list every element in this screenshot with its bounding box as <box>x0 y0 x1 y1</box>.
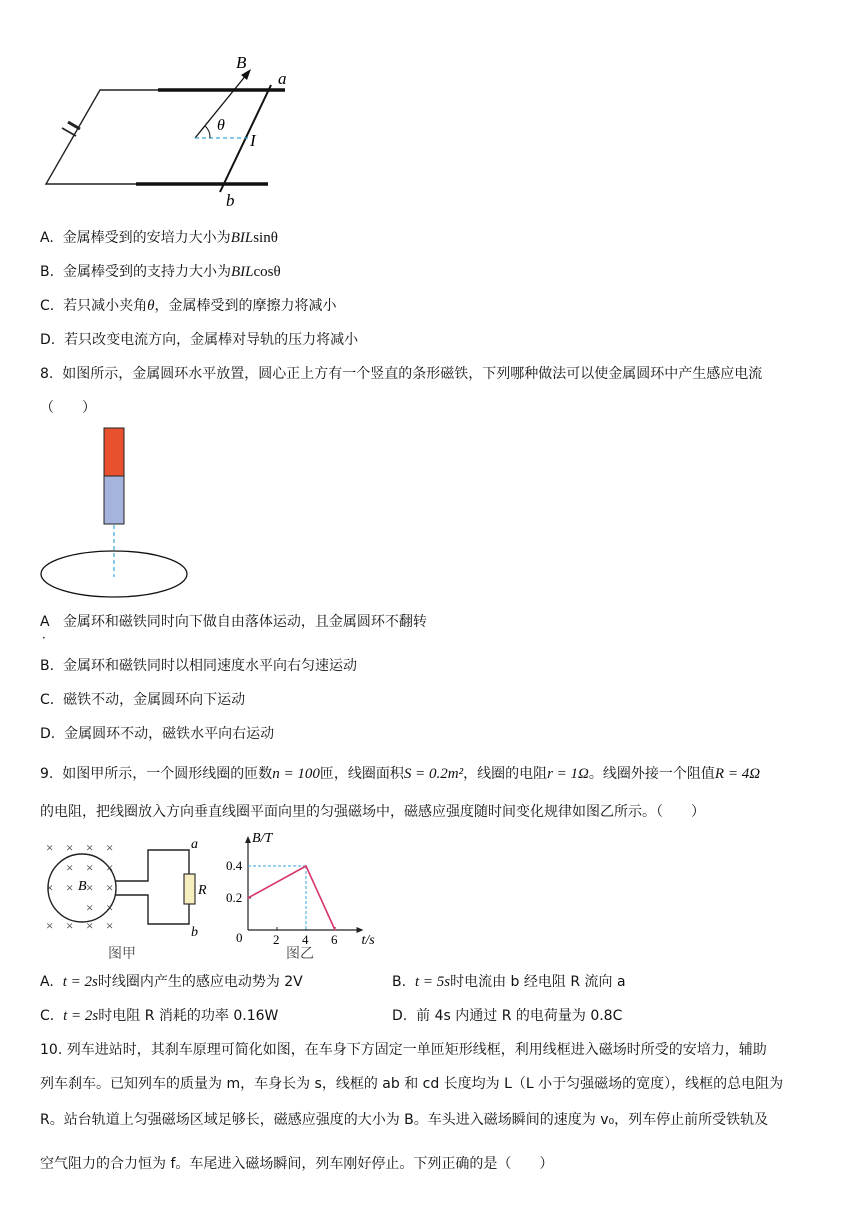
label-theta: θ <box>217 117 225 134</box>
y-axis-label: B/T <box>252 831 273 846</box>
q9-option-a: A. t = 2s时线圈内产生的感应电动势为 2V <box>40 974 303 990</box>
svg-text:×: × <box>106 840 114 855</box>
y-tick-label: 0.2 <box>226 890 243 905</box>
lead-top <box>115 850 189 881</box>
x-tick-label: 2 <box>273 932 280 947</box>
q7-option-d: D. 若只改变电流方向，金属棒对导轨的压力将减小 <box>40 332 359 348</box>
magnet-north <box>104 428 124 476</box>
q7-option-c: C. 若只减小夹角θ，金属棒受到的摩擦力将减小 <box>40 298 337 314</box>
svg-text:×: × <box>66 880 74 895</box>
q10-line3: R。站台轨道上匀强磁场区域足够长，磁感应强度的大小为 B。车头进入磁场瞬间的速度为 v₀，列车停止前所受铁轨及 <box>40 1112 769 1128</box>
q10-line2: 列车刹车。已知列车的质量为 m，车身长为 s，线框的 ab 和 cd 长度均为 L（L 小于匀强磁场的宽度），线框的总电阻为 <box>40 1076 784 1092</box>
svg-text:×: × <box>106 900 114 915</box>
q7-option-b: B. 金属棒受到的支持力大小为BILcosθ <box>40 264 281 280</box>
q8-option-d: D. 金属圆环不动，磁铁水平向右运动 <box>40 726 275 742</box>
q8-paren: （ ） <box>40 400 96 416</box>
svg-text:×: × <box>86 918 94 933</box>
label-B: B <box>78 879 87 894</box>
theta-arc <box>205 126 210 138</box>
label-a: a <box>191 837 198 852</box>
lead-bottom <box>115 895 189 924</box>
svg-text:×: × <box>106 880 114 895</box>
q10-line1: 10. 列车进站时，其刹车原理可简化如图，在车身下方固定一单匝矩形线框，利用线框进入磁场时所受的安培力，辅助 <box>40 1042 767 1058</box>
x-tick-label: 6 <box>331 932 338 947</box>
svg-text:×: × <box>86 900 94 915</box>
svg-text:×: × <box>66 860 74 875</box>
q8-option-a: A 金属环和磁铁同时向下做自由落体运动，且金属圆环不翻转 <box>40 614 427 630</box>
q7-figure <box>40 50 300 210</box>
label-I: I <box>250 131 256 150</box>
battery-plate-long <box>62 128 76 136</box>
data-point <box>305 865 307 867</box>
q8-option-a-dot: ． <box>42 627 55 641</box>
q8-option-b: B. 金属环和磁铁同时以相同速度水平向右匀速运动 <box>40 658 357 674</box>
q9-option-c: C. t = 2s时电阻 R 消耗的功率 0.16W <box>40 1008 279 1024</box>
q9-option-d: D. 前 4s 内通过 R 的电荷量为 0.8C <box>392 1008 623 1024</box>
battery-plate-short <box>68 122 80 129</box>
svg-text:×: × <box>86 840 94 855</box>
magnet-south <box>104 476 124 524</box>
origin-label: 0 <box>236 930 243 945</box>
q9-figure-left <box>40 836 220 964</box>
y-axis-arrow <box>245 836 251 843</box>
x-tick-label: 4 <box>302 932 309 947</box>
caption-yi: 图乙 <box>286 947 314 962</box>
q7-option-a: A. 金属棒受到的安培力大小为BILsinθ <box>40 230 278 246</box>
svg-text:×: × <box>106 860 114 875</box>
data-point <box>334 929 336 931</box>
caption-jia: 图甲 <box>108 947 136 962</box>
svg-text:×: × <box>106 918 114 933</box>
q9-figure-right <box>222 826 375 966</box>
q9-option-b: B. t = 5s时电流由 b 经电阻 R 流向 a <box>392 974 626 990</box>
svg-text:×: × <box>86 860 94 875</box>
y-tick-label: 0.4 <box>226 858 243 873</box>
svg-text:×: × <box>86 880 94 895</box>
data-point <box>247 897 249 899</box>
svg-text:×: × <box>66 918 74 933</box>
q8-figure <box>38 425 198 605</box>
svg-text:×: × <box>46 840 54 855</box>
x-axis-label: t/s <box>361 933 375 948</box>
series-line <box>248 866 335 930</box>
circuit-wire <box>46 90 158 184</box>
q10-line4: 空气阻力的合力恒为 f。车尾进入磁场瞬间，列车刚好停止。下列正确的是（ ） <box>40 1156 554 1172</box>
svg-text:×: × <box>46 918 54 933</box>
q9-stem-line1: 9. 如图甲所示，一个圆形线圈的匝数n = 100匝，线圈面积S = 0.2m²，线圈的电阻r = 1Ω。线圈外接一个阻值R = 4Ω <box>40 766 761 782</box>
label-b: b <box>191 925 198 940</box>
q8-stem: 8. 如图所示，金属圆环水平放置，圆心正上方有一个竖直的条形磁铁，下列哪种做法可以使金属圆环中产生感应电流 <box>40 366 763 382</box>
svg-text:×: × <box>46 880 54 895</box>
label-R: R <box>198 883 207 898</box>
label-B: B <box>236 53 247 72</box>
q8-option-c: C. 磁铁不动，金属圆环向下运动 <box>40 692 246 708</box>
label-b: b <box>226 191 235 210</box>
q9-stem-line2: 的电阻，把线圈放入方向垂直线圈平面向里的匀强磁场中，磁感应强度随时间变化规律如图乙所示。（ ） <box>40 804 705 820</box>
svg-text:×: × <box>66 840 74 855</box>
label-a: a <box>278 69 287 88</box>
resistor <box>184 874 195 904</box>
